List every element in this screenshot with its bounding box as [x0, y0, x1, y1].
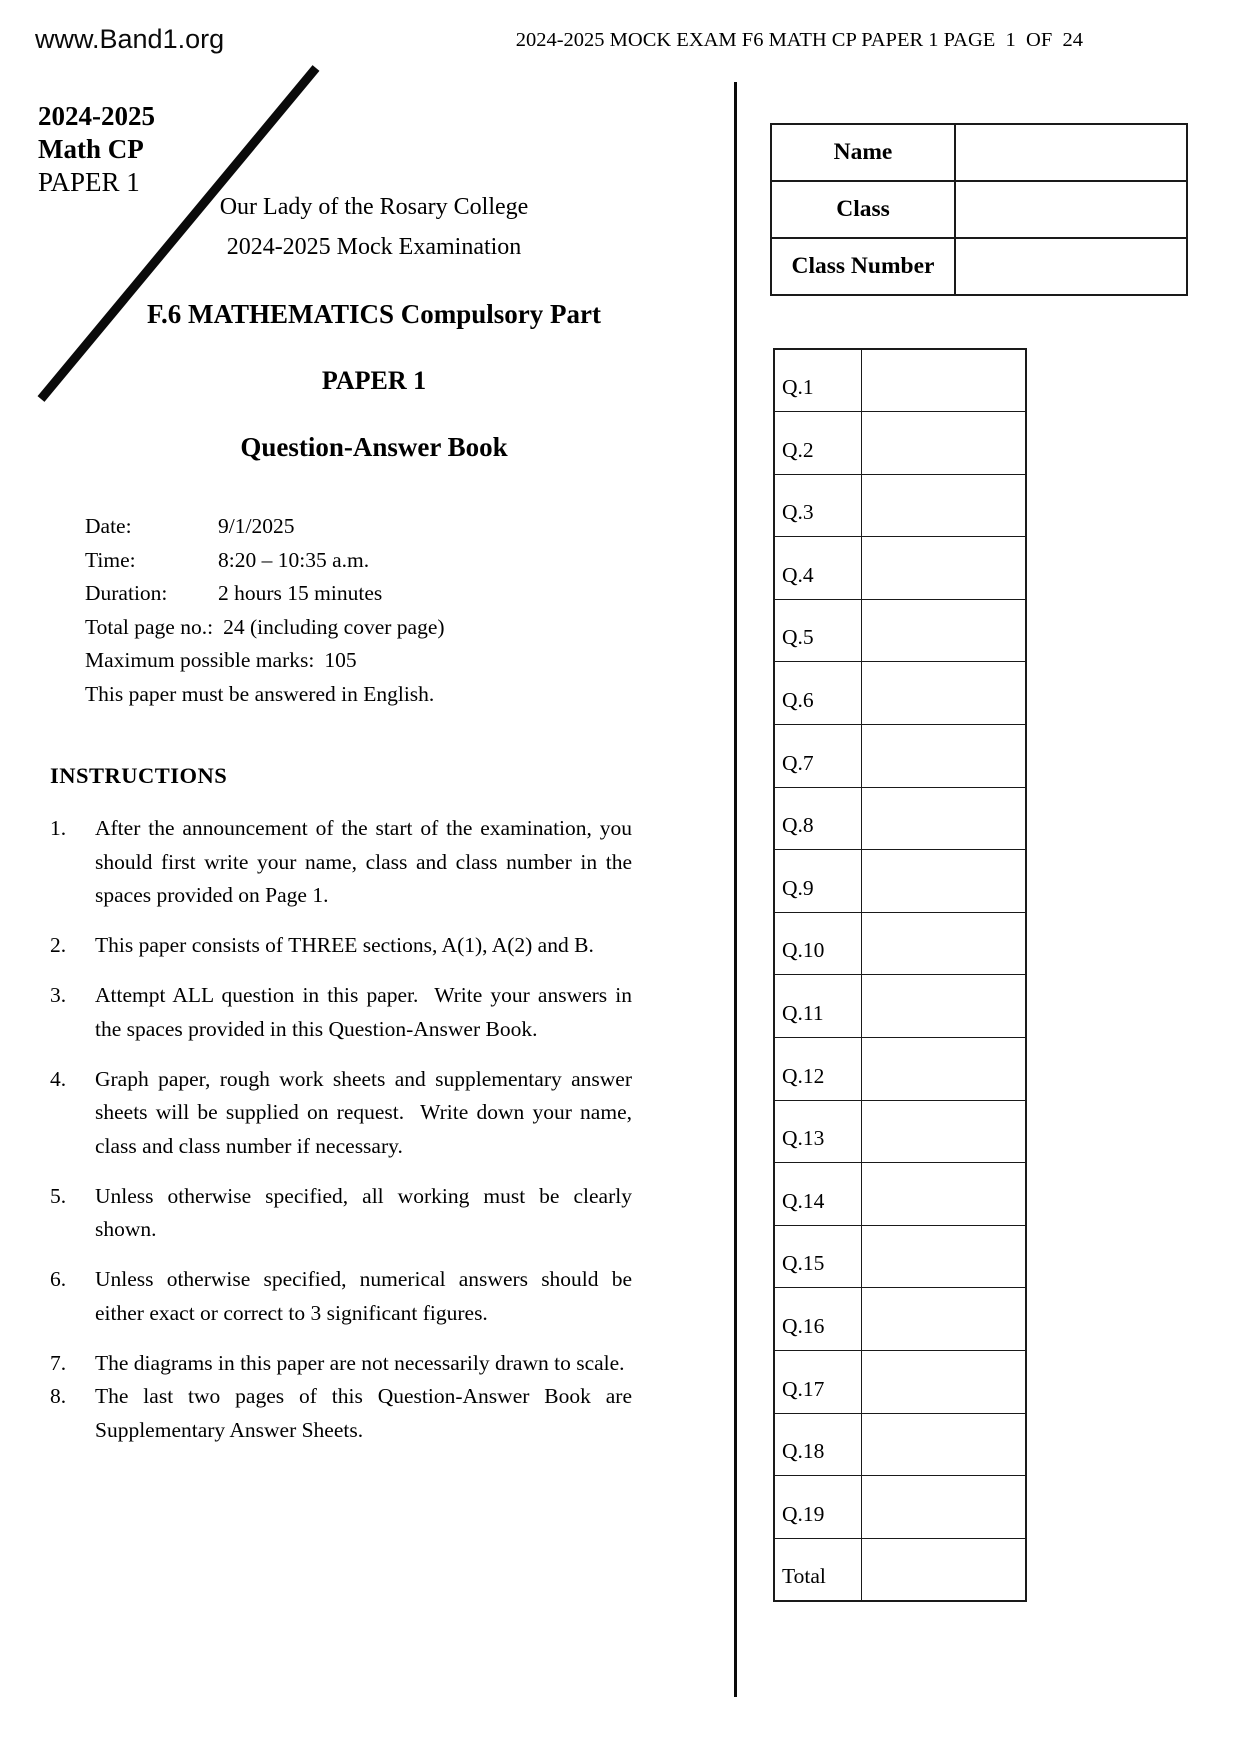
detail-label: Maximum possible marks: — [85, 648, 315, 672]
mark-cell — [862, 1476, 1027, 1539]
corner-paper: PAPER 1 — [38, 167, 140, 197]
question-label: Q.19 — [774, 1476, 862, 1539]
mark-cell — [862, 1163, 1027, 1226]
mark-cell — [862, 349, 1027, 412]
column-separator-line — [734, 82, 737, 1697]
detail-label: Time: — [85, 547, 136, 572]
question-label: Q.15 — [774, 1225, 862, 1288]
table-row — [774, 1038, 1026, 1101]
question-label: Q.1 — [774, 349, 862, 412]
question-label: Q.10 — [774, 912, 862, 975]
instructions-list — [50, 812, 634, 1464]
student-info-table — [770, 123, 1188, 296]
school-name: Our Lady of the Rosary College — [219, 194, 529, 220]
question-label: Q.3 — [774, 474, 862, 537]
table-row — [771, 181, 1187, 238]
table-row — [774, 537, 1026, 600]
instruction-text: The last two pages of this Question-Answer Book are Supplementary Answer Sheets. — [95, 1384, 632, 1442]
name-label: Name — [771, 124, 955, 181]
language-note: This paper must be answered in English. — [85, 681, 435, 706]
corner-subject: Math CP — [38, 134, 144, 164]
mark-cell — [862, 912, 1027, 975]
instruction-item — [50, 1380, 634, 1447]
mark-cell — [862, 1413, 1027, 1476]
detail-value: 105 — [324, 648, 357, 672]
detail-row-marks — [85, 648, 445, 682]
detail-label: Total page no.: — [85, 614, 214, 639]
website-watermark: www.Band1.org — [35, 24, 225, 54]
mark-cell — [862, 787, 1027, 850]
table-row — [774, 599, 1026, 662]
question-label: Q.4 — [774, 537, 862, 600]
page-header-text: 2024-2025 MOCK EXAM F6 MATH CP PAPER 1 PAGE 1 OF 24 — [515, 29, 1083, 51]
instruction-item — [50, 929, 634, 963]
instruction-item — [50, 979, 634, 1046]
corner-year: 2024-2025 — [38, 101, 155, 131]
question-label: Q.17 — [774, 1351, 862, 1414]
question-label: Q.14 — [774, 1163, 862, 1226]
exam-details — [85, 514, 445, 715]
table-row — [774, 1476, 1026, 1539]
instruction-text: The diagrams in this paper are not necessarily drawn to scale. — [95, 1350, 625, 1375]
table-row — [774, 1100, 1026, 1163]
detail-value: 24 (including cover page) — [223, 614, 445, 639]
detail-value: 8:20 – 10:35 a.m. — [218, 547, 370, 572]
table-row — [774, 412, 1026, 475]
class-number-label: Class Number — [771, 238, 955, 295]
instruction-number: 2. — [50, 933, 67, 957]
question-label: Q.6 — [774, 662, 862, 725]
instruction-item — [50, 1263, 634, 1330]
table-row — [774, 1413, 1026, 1476]
table-row — [774, 349, 1026, 412]
detail-row-time — [85, 548, 445, 582]
instruction-number: 3. — [50, 983, 67, 1007]
book-title: Question-Answer Book — [240, 432, 508, 462]
instruction-item — [50, 1180, 634, 1247]
detail-value: 9/1/2025 — [218, 514, 295, 538]
table-row — [774, 1163, 1026, 1226]
table-row — [774, 975, 1026, 1038]
instruction-text: After the announcement of the start of the examination, you should first write your name, class and class number in the spaces provided on Page 1. — [95, 816, 632, 907]
subject-title: F.6 MATHEMATICS Compulsory Part — [146, 299, 601, 329]
table-row — [771, 238, 1187, 295]
mark-cell — [862, 1288, 1027, 1351]
table-row — [774, 662, 1026, 725]
marks-grid-table — [773, 348, 1027, 1602]
table-row — [774, 787, 1026, 850]
instructions-heading: INSTRUCTIONS — [50, 763, 228, 788]
name-input-cell — [955, 124, 1187, 181]
instruction-text: Unless otherwise specified, numerical answers should be either exact or correct to 3 significant figures. — [95, 1267, 632, 1325]
mark-cell — [862, 599, 1027, 662]
instruction-text: This paper consists of THREE sections, A(1), A(2) and B. — [95, 933, 594, 957]
mark-cell — [862, 474, 1027, 537]
mark-cell — [862, 412, 1027, 475]
instruction-text: Attempt ALL question in this paper. Write your answers in the spaces provided in this Question-Answer Book. — [95, 983, 632, 1041]
table-row — [774, 1538, 1026, 1601]
detail-label: Duration: — [85, 581, 168, 605]
instruction-number: 8. — [50, 1384, 67, 1408]
detail-row-duration — [85, 581, 445, 615]
instruction-number: 1. — [50, 816, 67, 840]
mark-cell — [862, 537, 1027, 600]
mark-cell — [862, 725, 1027, 788]
mark-cell — [862, 1538, 1027, 1601]
detail-row-date — [85, 514, 445, 548]
mark-cell — [862, 1351, 1027, 1414]
detail-value: 2 hours 15 minutes — [218, 581, 383, 605]
question-label: Q.12 — [774, 1038, 862, 1101]
detail-label: Date: — [85, 514, 132, 538]
mark-cell — [862, 662, 1027, 725]
class-input-cell — [955, 181, 1187, 238]
table-row — [774, 474, 1026, 537]
table-row — [774, 850, 1026, 913]
question-label: Q.11 — [774, 975, 862, 1038]
question-label: Q.2 — [774, 412, 862, 475]
question-label: Q.18 — [774, 1413, 862, 1476]
paper-title: PAPER 1 — [321, 366, 427, 395]
mark-cell — [862, 1038, 1027, 1101]
mark-cell — [862, 1225, 1027, 1288]
table-row — [774, 1351, 1026, 1414]
instruction-item — [50, 1063, 634, 1164]
question-label: Q.16 — [774, 1288, 862, 1351]
instruction-text: Graph paper, rough work sheets and supplementary answer sheets will be supplied on request. Write down your name, class and class number if necessary. — [95, 1066, 632, 1158]
detail-row-pages — [85, 615, 445, 649]
question-label: Q.13 — [774, 1100, 862, 1163]
class-label: Class — [771, 181, 955, 238]
corner-exam-label — [38, 100, 155, 199]
instruction-item — [50, 812, 634, 913]
mark-cell — [862, 1100, 1027, 1163]
exam-name: 2024-2025 Mock Examination — [226, 234, 522, 260]
table-row — [774, 725, 1026, 788]
question-label: Q.7 — [774, 725, 862, 788]
table-row — [774, 912, 1026, 975]
instruction-item — [50, 1347, 634, 1381]
mark-cell — [862, 850, 1027, 913]
class-number-input-cell — [955, 238, 1187, 295]
question-label: Q.8 — [774, 787, 862, 850]
table-row — [774, 1288, 1026, 1351]
table-row — [774, 1225, 1026, 1288]
instruction-number: 5. — [50, 1183, 67, 1208]
instruction-number: 4. — [50, 1066, 67, 1091]
question-label: Total — [774, 1538, 862, 1601]
question-label: Q.5 — [774, 599, 862, 662]
mark-cell — [862, 975, 1027, 1038]
instruction-number: 6. — [50, 1267, 67, 1291]
instruction-number: 7. — [50, 1350, 67, 1375]
table-row — [771, 124, 1187, 181]
instruction-text: Unless otherwise specified, all working must be clearly shown. — [95, 1183, 632, 1241]
question-label: Q.9 — [774, 850, 862, 913]
